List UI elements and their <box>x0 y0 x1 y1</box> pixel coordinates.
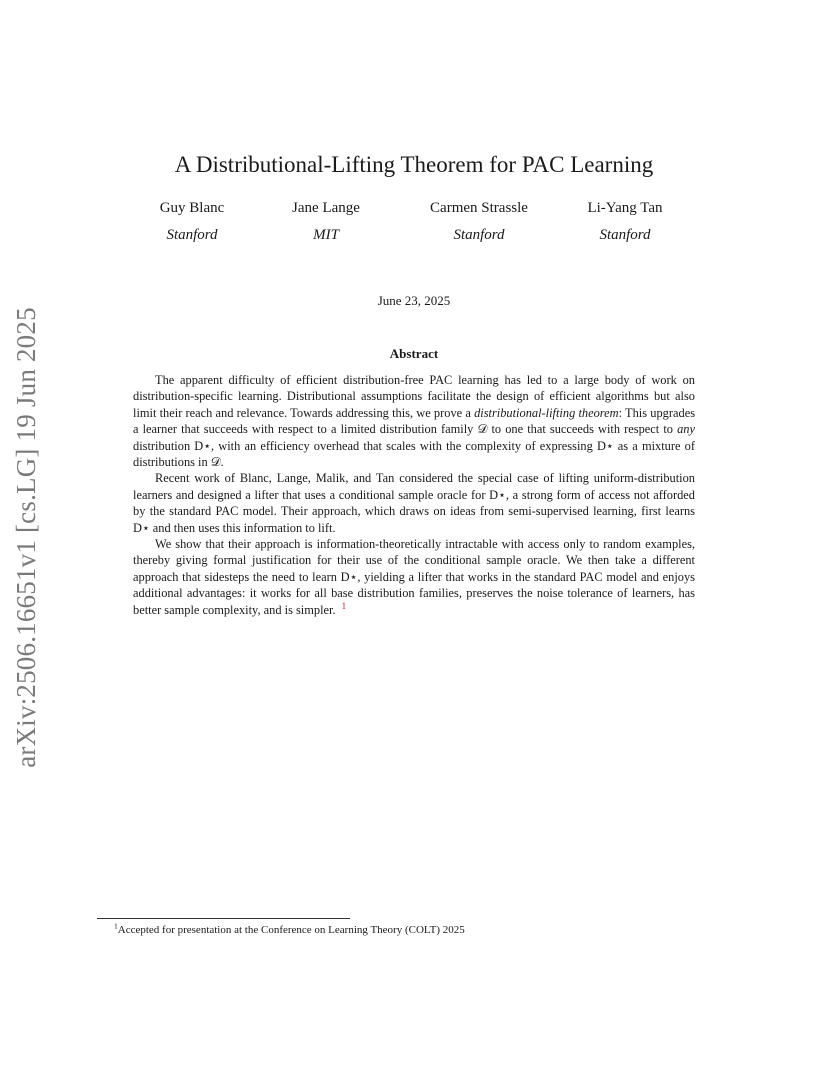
arxiv-identifier-text: arXiv:2506.16651v1 [cs.LG] 19 Jun 2025 <box>10 306 41 768</box>
author-affiliation: Stanford <box>166 227 218 243</box>
emphasis-text: distributional-lifting theorem <box>474 405 619 420</box>
footnote-rule <box>97 918 350 919</box>
arxiv-identifier <box>2 304 50 770</box>
author-affiliation: Stanford <box>453 227 505 243</box>
author-affiliation: Stanford <box>599 227 651 243</box>
paper-title: A Distributional-Lifting Theorem for PAC Learning <box>174 152 654 177</box>
author-block <box>246 198 406 245</box>
author-block <box>545 198 705 245</box>
emphasis-text: any <box>677 422 695 437</box>
author-name: Guy Blanc <box>159 200 225 216</box>
footnote <box>114 923 465 937</box>
author-block <box>399 198 559 245</box>
abstract-paragraph: The apparent difficulty of efficient distribution-free PAC learning has led to a large body of work on distribution-specific learning. Distributional assumptions facilitate the design of efficient algorithms but also limit their reach and relevance. Towards addressing this, we prove a distributional-lifting theorem: This upgrades a learner that succeeds with respect to a limited distribution family 𝒟 to one that succeeds with respect to any distribution D⋆, with an efficiency overhead that scales with the complexity of expressing D⋆ as a mixture of distributions in 𝒟. <box>133 373 696 470</box>
paper-date: June 23, 2025 <box>377 293 451 308</box>
abstract-heading: Abstract <box>389 346 439 361</box>
footnote-mark: 1 <box>114 921 118 931</box>
author-name: Carmen Strassle <box>430 200 528 216</box>
abstract-paragraph: Recent work of Blanc, Lange, Malik, and Tan considered the special case of lifting uniform-distribution learners and designed a lifter that uses a conditional sample oracle for D⋆, a strong form of access not afforded by the standard PAC model. Their approach, which draws on ideas from semi-supervised learning, first learns D⋆ and then uses this information to lift. <box>133 471 695 535</box>
footnote-link[interactable]: 1 <box>341 600 347 611</box>
abstract-paragraph: We show that their approach is information-theoretically intractable with access only to random examples, thereby giving formal justification for their use of the conditional sample oracle. We then take a different approach that sidesteps the need to learn D⋆, yielding a lifter that works in the standard PAC model and enjoys additional advantages: it works for all base distribution families, preserves the noise tolerance of learners, has better sample complexity, and is simpler. $^1$ <box>133 537 695 617</box>
author-name: Jane Lange <box>292 200 360 216</box>
author-affiliation: MIT <box>313 227 339 243</box>
author-name: Li-Yang Tan <box>587 200 663 216</box>
footnote-text: Accepted for presentation at the Conference on Learning Theory (COLT) 2025 <box>117 924 465 936</box>
abstract-body <box>133 372 695 618</box>
